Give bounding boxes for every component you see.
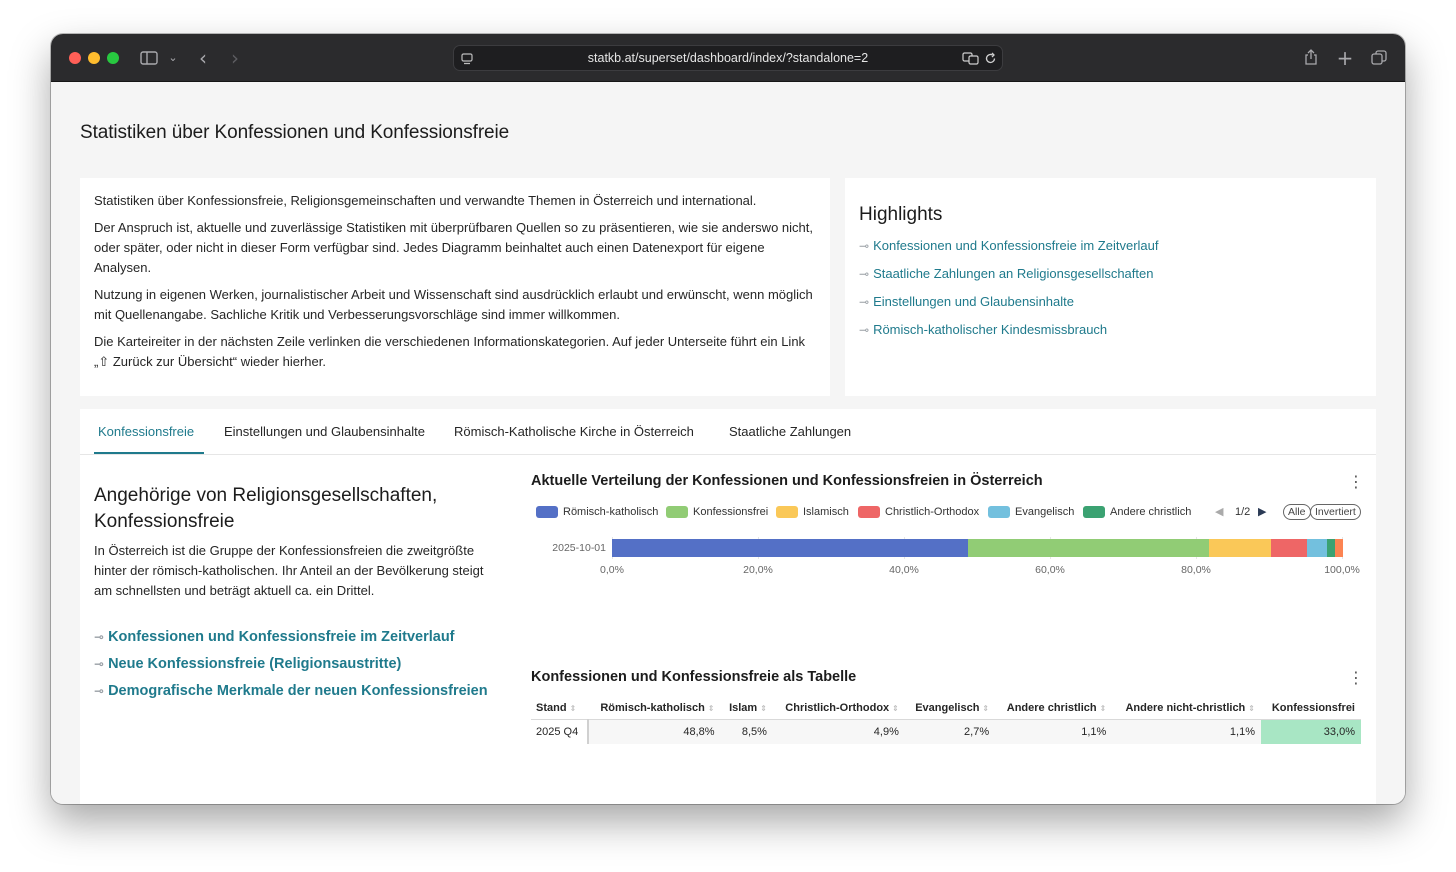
url-text[interactable]: statkb.at/superset/dashboard/index/?standalone=2	[587, 51, 869, 65]
legend-item[interactable]	[776, 502, 849, 522]
value-cell: 4,9%	[773, 719, 905, 744]
chart-menu-icon[interactable]: ⋮	[1348, 472, 1364, 491]
new-tab-icon[interactable]: +	[1336, 46, 1354, 70]
column-header[interactable]	[721, 697, 773, 719]
table-header-row	[531, 697, 1361, 719]
x-tick-label: 0,0%	[600, 564, 624, 576]
bar-segment[interactable]	[1335, 539, 1343, 557]
x-tick-label: 20,0%	[743, 564, 773, 576]
highlight-link[interactable]	[859, 288, 1362, 316]
reload-icon[interactable]	[984, 52, 997, 65]
row-label-cell: 2025 Q4	[531, 719, 588, 744]
highlights-card	[845, 178, 1376, 396]
legend-label: Islamisch	[803, 506, 849, 518]
x-tick-label: 100,0%	[1324, 564, 1360, 576]
share-icon[interactable]	[1301, 46, 1321, 70]
legend-item[interactable]	[988, 502, 1074, 522]
arrow-icon: ⊸	[94, 657, 105, 671]
legend-label: Evangelisch	[1015, 506, 1075, 518]
address-bar[interactable]	[453, 45, 1003, 71]
x-tick-label: 40,0%	[889, 564, 919, 576]
legend-item[interactable]	[858, 502, 979, 522]
column-header[interactable]	[588, 697, 721, 719]
chart-title: Aktuelle Verteilung der Konfessionen und Konfessionsfreien in Österreich	[531, 473, 1043, 489]
section-links	[94, 627, 494, 708]
translate-icon[interactable]	[962, 51, 980, 66]
arrow-icon: ⊸	[859, 295, 870, 309]
table-row	[531, 719, 1361, 744]
legend-item[interactable]	[666, 502, 768, 522]
column-header[interactable]	[773, 697, 905, 719]
active-tab-indicator	[94, 452, 204, 454]
tabs-card	[80, 409, 1376, 804]
link-label[interactable]: Demografische Merkmale der neuen Konfessionsfreien	[108, 683, 488, 699]
legend-prev-icon[interactable]: ◀	[1215, 505, 1224, 518]
legend-swatch	[858, 506, 880, 518]
arrow-icon: ⊸	[859, 239, 870, 253]
bar-segment[interactable]	[968, 539, 1209, 557]
column-header-label: Evangelisch	[915, 701, 980, 714]
link-label[interactable]: Konfessionen und Konfessionsfreie im Zeitverlauf	[108, 629, 455, 645]
link-label[interactable]: Römisch-katholischer Kindesmissbrauch	[873, 322, 1108, 337]
legend-item[interactable]	[536, 502, 658, 522]
table-body	[531, 719, 1361, 744]
highlights-title: Highlights	[859, 204, 943, 225]
intro-paragraph: Nutzung in eigenen Werken, journalistischer Arbeit und Wissenschaft sind ausdrücklich erlaubt und erwünscht, wenn möglich mit Quellenangabe. Sachliche Kritik und Verbesserungsvorschläge sind immer willkommen.	[94, 287, 813, 322]
section-link[interactable]	[94, 627, 494, 647]
arrow-icon: ⊸	[859, 323, 870, 337]
tab-roemisch-katholische-kirche[interactable]: Römisch-Katholische Kirche in Österreich	[454, 424, 694, 439]
arrow-icon: ⊸	[859, 267, 870, 281]
link-label[interactable]: Neue Konfessionsfreie (Religionsaustritte)	[108, 656, 402, 672]
legend-swatch	[988, 506, 1010, 518]
value-cell: 1,1%	[1112, 719, 1261, 744]
arrow-icon: ⊸	[94, 684, 105, 698]
bar-segment[interactable]	[1271, 539, 1307, 557]
section-text: In Österreich ist die Gruppe der Konfessionsfreien die zweitgrößte hinter der römisch-katholischen. Ihr Anteil an der Bevölkerung steigt am schnellsten und beträgt aktuell ca. ein Drittel.	[94, 543, 484, 598]
highlight-link[interactable]	[859, 316, 1362, 344]
column-header[interactable]	[905, 697, 995, 719]
sort-icon[interactable]: ⇕	[892, 703, 899, 713]
chart-legend	[532, 502, 1372, 522]
x-tick-label: 60,0%	[1035, 564, 1065, 576]
back-icon[interactable]: ‹	[199, 46, 207, 70]
legend-swatch	[536, 506, 558, 518]
column-header[interactable]	[531, 697, 588, 719]
intro-card	[80, 178, 830, 396]
bar-segment[interactable]	[1307, 539, 1327, 557]
legend-swatch	[1083, 506, 1105, 518]
section-heading: Angehörige von Religionsgesellschaften, Konfessionsfreie	[94, 485, 438, 532]
legend-label: Konfessionsfrei	[693, 506, 769, 518]
stacked-bar	[612, 539, 1342, 557]
column-header-label: Konfessionsfrei	[1271, 701, 1355, 714]
data-table	[531, 697, 1361, 744]
link-label[interactable]: Staatliche Zahlungen an Religionsgesellschaften	[873, 266, 1154, 281]
tab-bar	[80, 409, 1376, 455]
value-cell: 1,1%	[995, 719, 1112, 744]
sort-icon[interactable]: ⇕	[569, 703, 577, 713]
sort-icon[interactable]: ⇕	[707, 703, 715, 713]
dashboard	[51, 82, 1405, 804]
column-header-label: Christlich-Orthodox	[785, 701, 890, 714]
bar-segment[interactable]	[1209, 539, 1271, 557]
highlight-link[interactable]	[859, 260, 1362, 288]
value-cell: 48,8%	[588, 719, 721, 744]
tab-staatliche-zahlungen[interactable]: Staatliche Zahlungen	[729, 424, 852, 439]
tab-einstellungen[interactable]: Einstellungen und Glaubensinhalte	[224, 424, 425, 439]
sort-icon[interactable]: ⇕	[760, 703, 767, 713]
column-header-label: Islam	[729, 701, 758, 714]
forward-icon[interactable]: ›	[231, 46, 239, 70]
section-link[interactable]	[94, 681, 494, 701]
column-header[interactable]	[995, 697, 1112, 719]
chevron-down-icon[interactable]: ⌄	[168, 51, 178, 64]
sort-icon[interactable]: ⇕	[1248, 703, 1255, 713]
column-header-label: Andere christlich	[1006, 701, 1097, 714]
page-title: Statistiken über Konfessionen und Konfessionsfreie	[80, 122, 510, 143]
bar-segment[interactable]	[1327, 539, 1335, 557]
intro-paragraph: Statistiken über Konfessionsfreie, Religionsgemeinschaften und verwandte Themen in Österreich und international.	[94, 193, 757, 208]
value-cell: 2,7%	[905, 719, 995, 744]
tab-konfessionsfreie[interactable]: Konfessionsfreie	[98, 424, 195, 439]
table-title: Konfessionen und Konfessionsfreie als Tabelle	[531, 669, 857, 685]
arrow-icon: ⊸	[94, 630, 105, 644]
legend-label: Christlich-Orthodox	[885, 506, 980, 518]
legend-next-icon[interactable]: ▶	[1258, 505, 1267, 518]
sort-icon[interactable]: ⇕	[1099, 703, 1107, 713]
intro-paragraph: Die Karteireiter in der nächsten Zeile verlinken die verschiedenen Informationskategorien. Auf jeder Unterseite führt ein Link „⇧ Zurück zur Übersicht“ wieder hierher.	[94, 334, 806, 369]
section-link[interactable]	[94, 654, 494, 674]
browser-window	[51, 34, 1405, 804]
link-label[interactable]: Konfessionen und Konfessionsfreie im Zeitverlauf	[873, 238, 1159, 253]
column-header[interactable]	[1261, 697, 1361, 719]
zoom-window-button[interactable]	[107, 52, 119, 64]
sort-icon[interactable]: ⇕	[982, 703, 990, 713]
link-label[interactable]: Einstellungen und Glaubensinhalte	[873, 294, 1074, 309]
legend-label: Andere christlich	[1110, 506, 1192, 518]
column-header-label: Römisch-katholisch	[600, 701, 705, 714]
browser-toolbar	[51, 34, 1405, 82]
legend-label: Römisch-katholisch	[563, 506, 659, 518]
minimize-window-button[interactable]	[88, 52, 100, 64]
highlight-link[interactable]	[859, 232, 1362, 260]
bar-segment[interactable]	[612, 539, 968, 557]
value-cell: 8,5%	[721, 719, 773, 744]
tabs-overview-icon[interactable]	[1369, 46, 1389, 70]
legend-all-button[interactable]: Alle	[1283, 504, 1311, 520]
table-menu-icon[interactable]: ⋮	[1348, 668, 1364, 687]
close-window-button[interactable]	[69, 52, 81, 64]
legend-invert-button[interactable]: Invertiert	[1310, 504, 1361, 520]
y-tick-label: 2025-10-01	[552, 542, 606, 554]
column-header-label: Andere nicht-christlich	[1125, 701, 1246, 714]
legend-page-indicator: 1/2	[1235, 506, 1251, 518]
column-header[interactable]	[1112, 697, 1261, 719]
legend-swatch	[666, 506, 688, 518]
value-cell: 33,0%	[1261, 719, 1361, 744]
column-header-label: Stand	[536, 701, 567, 714]
x-tick-label: 80,0%	[1181, 564, 1211, 576]
intro-paragraph: Der Anspruch ist, aktuelle und zuverlässige Statistiken mit überprüfbaren Quellen so zu präsentieren, wie sie anderswo nicht, oder später, oder nicht in dieser Form verfügbar sind. Jedes Diagramm beinhaltet auch einen Datenexport für eigene Analysen.	[94, 220, 813, 275]
sidebar-icon[interactable]	[137, 46, 161, 70]
legend-swatch	[776, 506, 798, 518]
legend-item[interactable]	[1083, 502, 1191, 522]
